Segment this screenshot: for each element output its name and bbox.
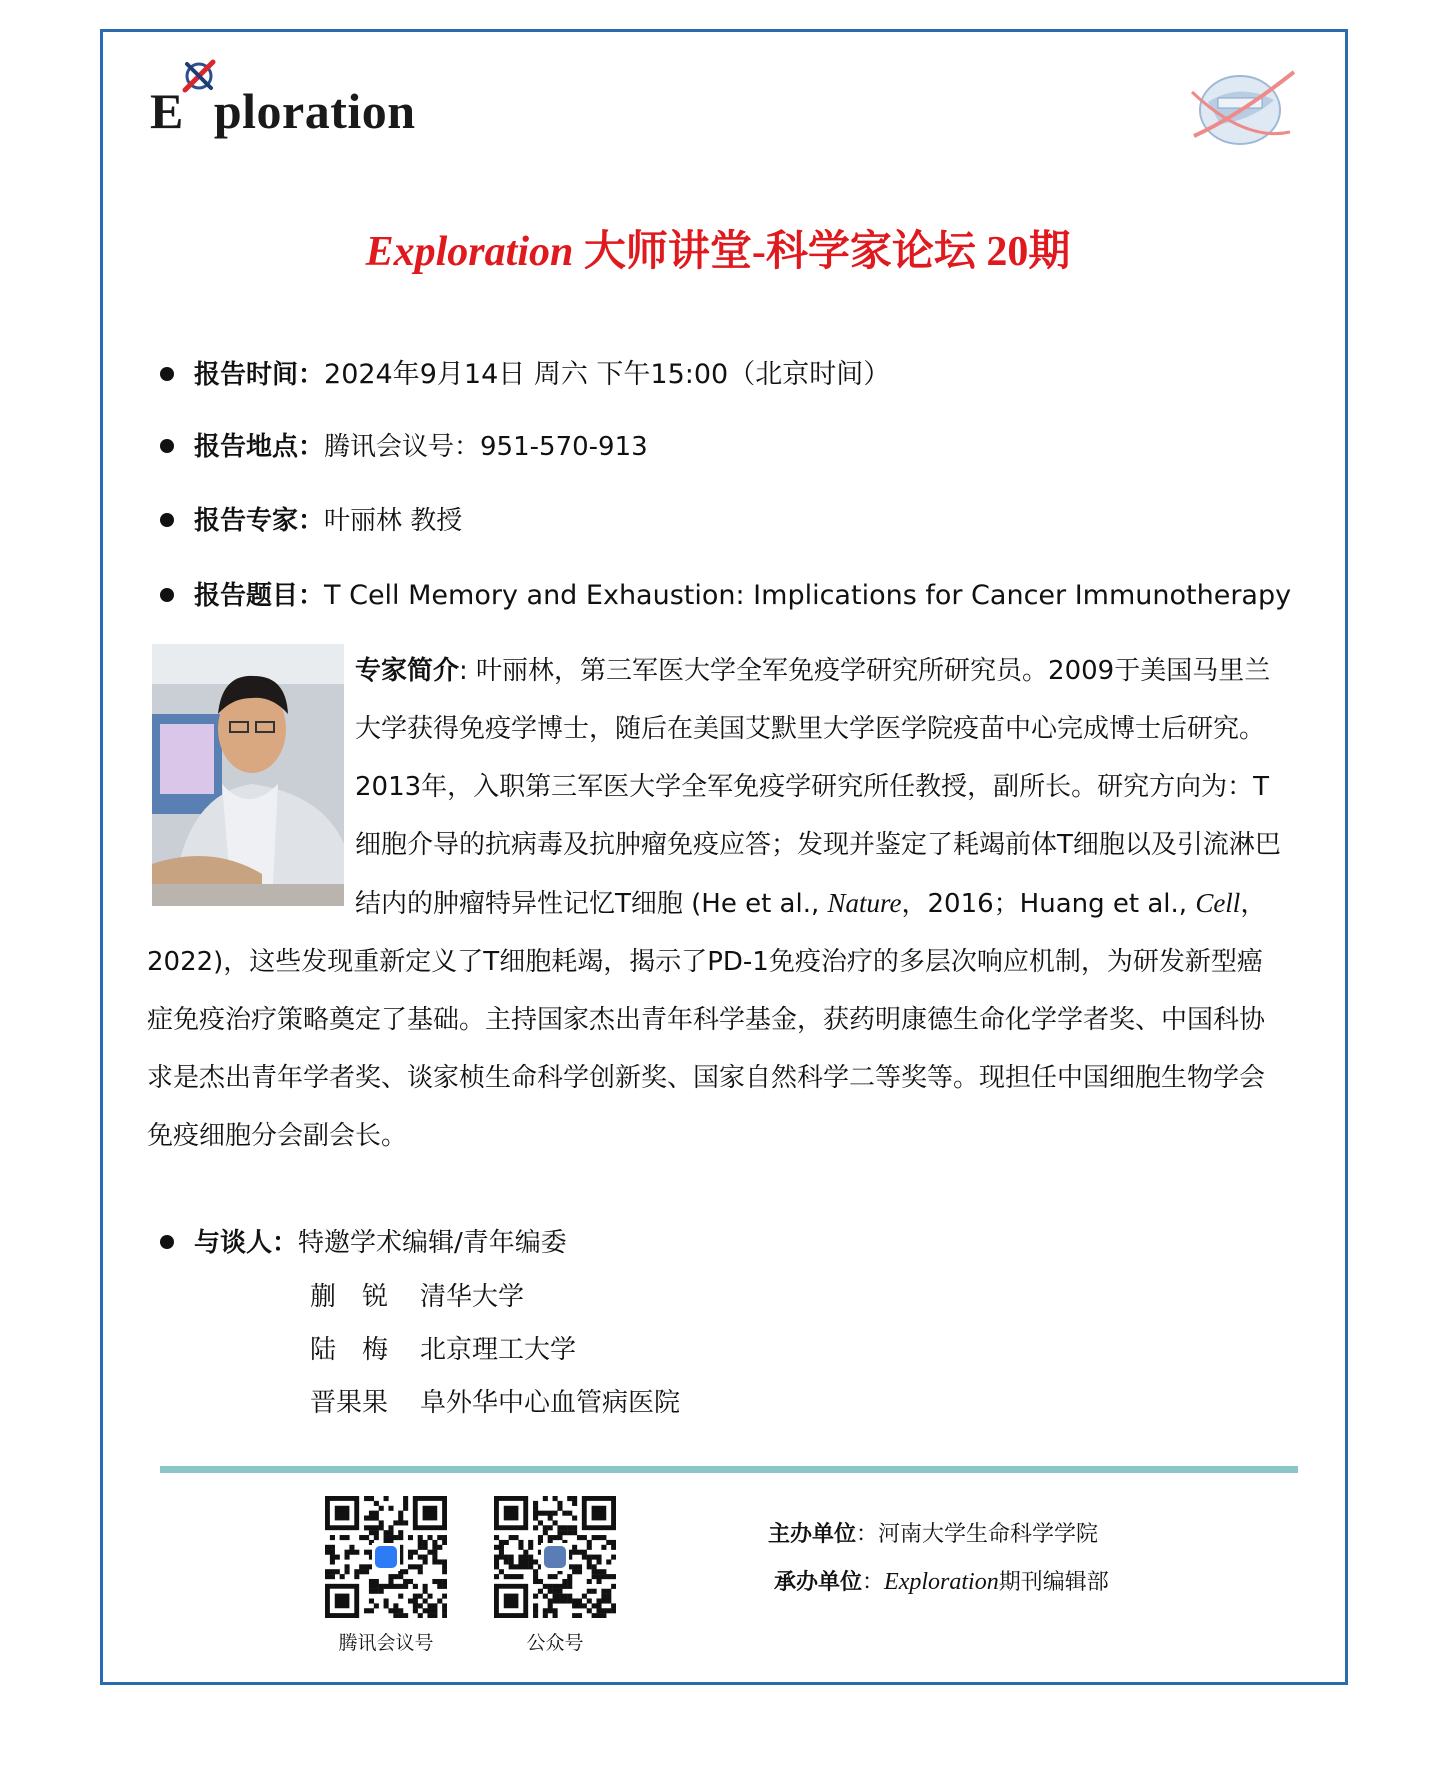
info-row-time <box>160 352 890 391</box>
logo-x-icon <box>184 88 214 128</box>
info-row-location <box>160 426 648 463</box>
logo-first-letter: E <box>150 83 184 139</box>
host-unit <box>768 1517 1098 1548</box>
page-title <box>0 218 1436 278</box>
panel-member <box>310 1329 576 1366</box>
wechat-account-qr-icon <box>494 1496 616 1618</box>
globe-emblem-icon <box>1190 62 1300 152</box>
panel-member <box>310 1276 524 1313</box>
host-value: ：河南大学生命科学学院 <box>856 1522 1099 1547</box>
info-value: T Cell Memory and Exhaustion: Implications for Cancer Immunotherapy <box>324 580 1292 611</box>
bio-text-3: ，2022)，这些发现重新定义了T细胞耗竭，揭示了PD-1免疫治疗的多层次响应机制，为研发新型癌症免疫治疗策略奠定了基础。主持国家杰出青年科学基金，获药明康德生命化学学者奖、中国科协求是杰出青年学者奖、谈家桢生命科学创新奖、国家自然科学二等奖等。现担任中国细胞生物学会免疫细胞分会副会长。 <box>147 889 1267 1151</box>
host-label: 主办单位 <box>768 1522 857 1547</box>
section-divider <box>160 1466 1298 1473</box>
bullet-icon <box>160 513 174 527</box>
exploration-logo <box>150 82 416 140</box>
bio-journal-cell: Cell <box>1195 888 1241 918</box>
info-label: 报告时间： <box>194 360 325 390</box>
qr-caption-meeting: 腾讯会议号 <box>338 1632 434 1654</box>
bio-text-2: ，2016；Huang et al., <box>901 889 1196 919</box>
bullet-icon <box>160 367 174 381</box>
info-label: 报告题目： <box>194 581 325 611</box>
photo-spacer <box>147 642 355 906</box>
member-org: 北京理工大学 <box>420 1335 577 1365</box>
tencent-meeting-qr-icon <box>325 1496 447 1618</box>
bio-label: 专家简介 <box>355 656 460 686</box>
bio-journal-nature: Nature <box>827 888 902 918</box>
organizer-rest: 期刊编辑部 <box>998 1570 1109 1595</box>
bullet-icon <box>160 1235 174 1249</box>
panel-intro: 特邀学术编辑/青年编委 <box>298 1228 567 1258</box>
member-name: 晋果果 <box>310 1388 389 1418</box>
speaker-bio <box>147 642 1282 1165</box>
info-value: 叶丽林 教授 <box>324 506 463 536</box>
info-row-speaker <box>160 500 462 537</box>
organizer-sep: ： <box>862 1570 885 1595</box>
info-value: 腾讯会议号：951-570-913 <box>324 432 648 462</box>
bio-text-1: : 叶丽林，第三军医大学全军免疫学研究所研究员。2009于美国马里兰大学获得免疫学博士，随后在美国艾默里大学医学院疫苗中心完成博士后研究。2013年，入职第三军医大学全军免疫学研究所任教授，副所长。研究方向为：T细胞介导的抗病毒及抗肿瘤免疫应答；发现并鉴定了耗竭前体T细胞以及引流淋巴结内的肿瘤特异性记忆T细胞 (He et al., <box>355 656 1281 919</box>
panel-label: 与谈人： <box>194 1228 299 1258</box>
member-org: 清华大学 <box>420 1282 525 1312</box>
member-name: 蒯 锐 <box>310 1282 389 1312</box>
info-label: 报告地点： <box>194 432 325 462</box>
qr-caption-account: 公众号 <box>526 1632 584 1654</box>
bullet-icon <box>160 439 174 453</box>
member-org: 阜外华中心血管病医院 <box>420 1388 681 1418</box>
member-name: 陆 梅 <box>310 1335 389 1365</box>
panel-member <box>310 1382 680 1419</box>
info-label: 报告专家： <box>194 506 325 536</box>
info-row-topic <box>160 575 1291 612</box>
organizer-label: 承办单位 <box>774 1570 863 1595</box>
title-journal: Exploration <box>365 229 574 275</box>
organizer-unit <box>774 1565 1109 1596</box>
logo-rest: ploration <box>213 83 416 139</box>
bullet-icon <box>160 588 174 602</box>
title-rest: 大师讲堂-科学家论坛 20期 <box>573 229 1071 275</box>
info-value: 2024年9月14日 周六 下午15:00（北京时间） <box>324 359 891 390</box>
organizer-journal: Exploration <box>884 1569 999 1595</box>
panel-heading <box>160 1222 567 1259</box>
